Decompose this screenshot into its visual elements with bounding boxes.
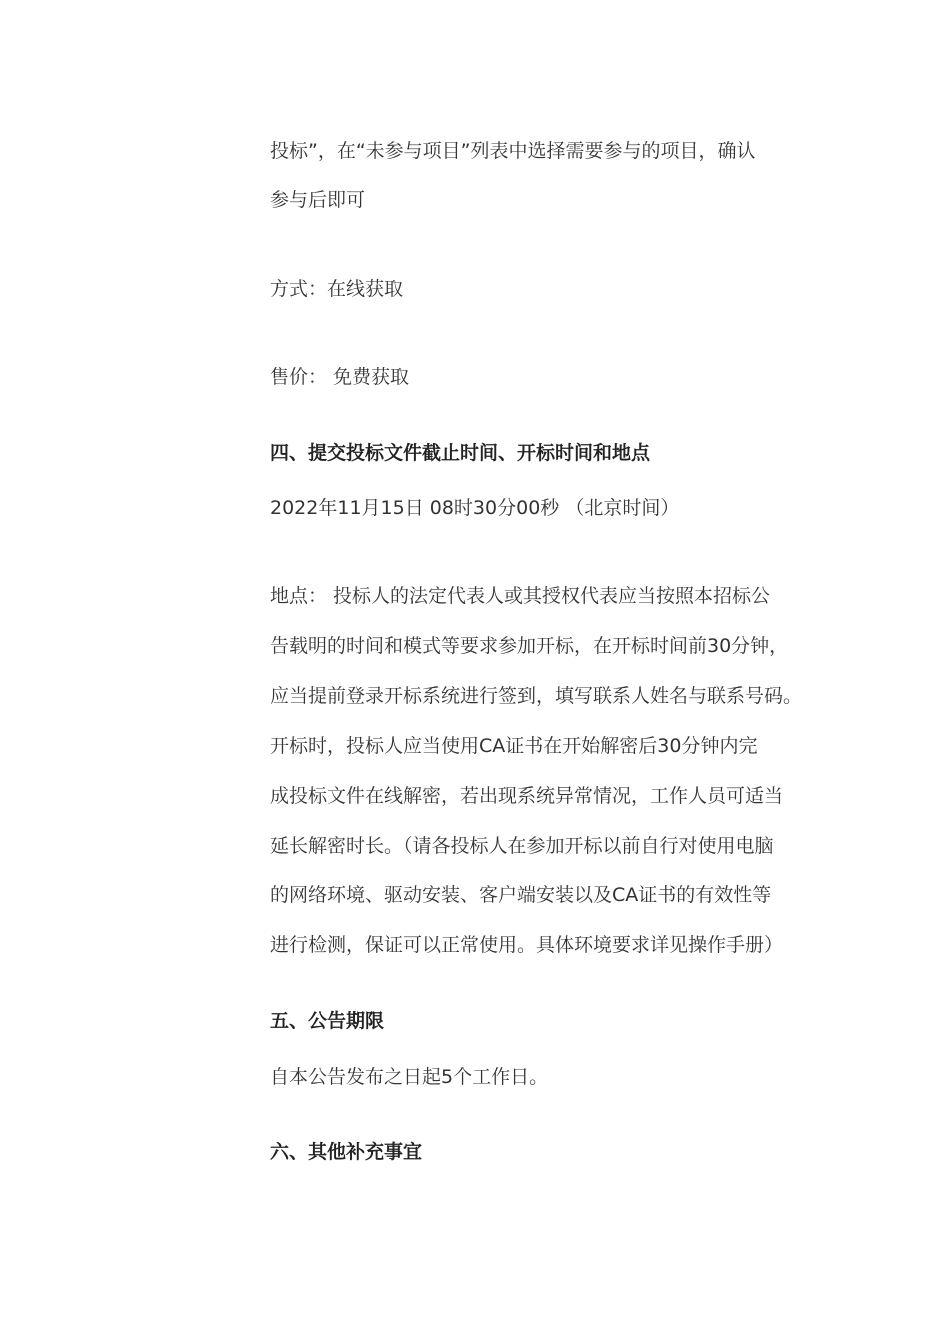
section6-heading: 六、其他补充事宜: [270, 1141, 423, 1163]
section4-heading: 四、提交投标文件截止时间、开标时间和地点: [270, 442, 651, 464]
deadline-text: 2022年11月15日 08时30分00秒 （北京时间）: [270, 497, 680, 519]
location-line: 应当提前登录开标系统进行签到，填写联系人姓名与联系号码。: [270, 685, 803, 707]
paragraph-line: 参与后即可: [270, 189, 366, 211]
location-line: 成投标文件在线解密，若出现系统异常情况，工作人员可适当: [270, 785, 784, 807]
paragraph-line: 投标”，在“未参与项目”列表中选择需要参与的项目，确认: [270, 140, 756, 162]
section5-heading: 五、公告期限: [270, 1010, 385, 1032]
location-line: 告载明的时间和模式等要求参加开标，在开标时间前30分钟，: [270, 635, 789, 657]
location-line: 延长解密时长。（请各投标人在参加开标以前自行对使用电脑: [270, 835, 774, 857]
location-line: 进行检测，保证可以正常使用。具体环境要求详见操作手册）: [270, 934, 784, 956]
location-line: 地点： 投标人的法定代表人或其授权代表应当按照本招标公: [270, 585, 771, 607]
price-text: 售价： 免费获取: [270, 366, 410, 388]
location-line: 的网络环境、驱动安装、客户端安装以及CA证书的有效性等: [270, 884, 772, 906]
announcement-period-text: 自本公告发布之日起5个工作日。: [270, 1066, 549, 1088]
method-text: 方式：在线获取: [270, 278, 404, 300]
location-line: 开标时，投标人应当使用CA证书在开始解密后30分钟内完: [270, 735, 758, 757]
